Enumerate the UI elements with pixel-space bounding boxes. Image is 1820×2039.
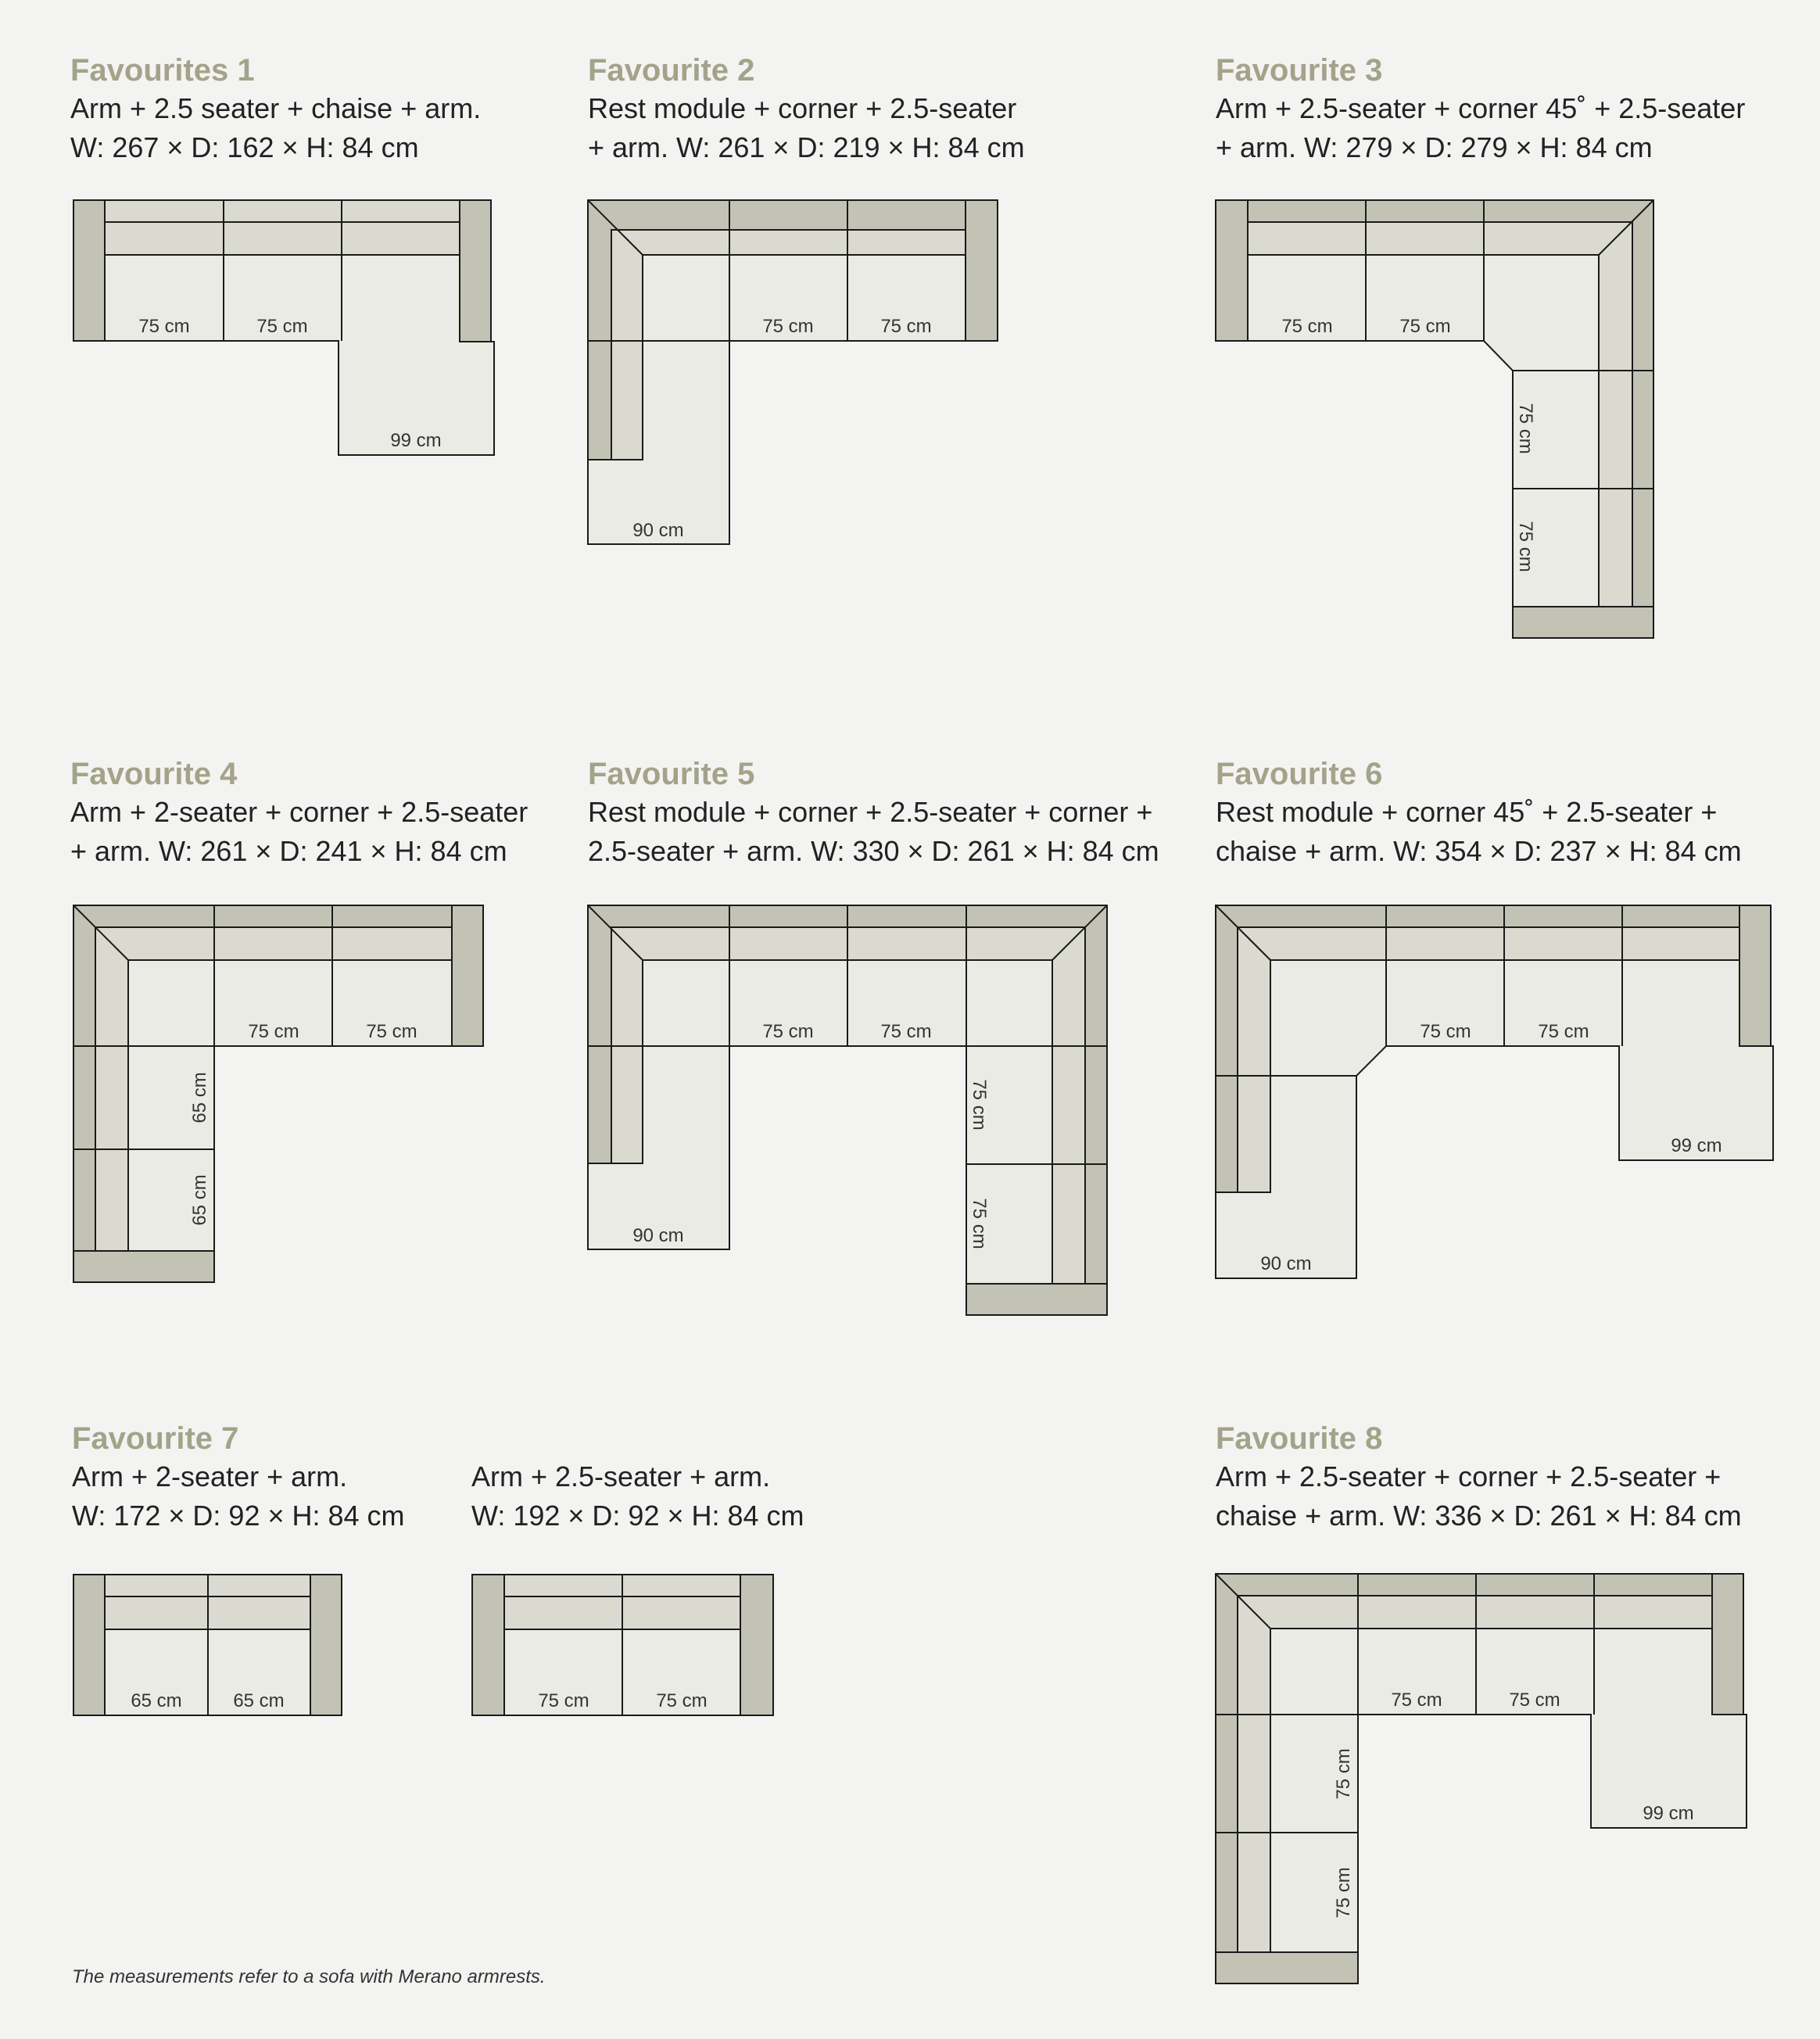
armrest — [1739, 905, 1771, 1046]
backrest — [105, 200, 460, 222]
dimension-label: 75 cm — [1515, 521, 1536, 572]
dimension-label: 75 cm — [880, 1021, 932, 1042]
dimension-label: 75 cm — [1515, 403, 1536, 454]
dimension-label: 75 cm — [1538, 1021, 1589, 1042]
favourite-description: Arm + 2.5-seater + arm. W: 192 × D: 92 × H: 84 cm — [471, 1460, 804, 1532]
dimension-label: 90 cm — [632, 1225, 684, 1246]
dimension-label: 75 cm — [366, 1021, 417, 1042]
seat — [1216, 960, 1773, 1278]
favourite-title: Favourite 8 — [1216, 1421, 1383, 1456]
dimension-label: 90 cm — [632, 520, 684, 541]
armrest — [966, 200, 998, 341]
favourite-title: Favourite 4 — [70, 757, 238, 791]
seat — [128, 960, 452, 1251]
favourite-description: Rest module + corner + 2.5-seater + arm. W: 261 × D: 219 × H: 84 cm — [588, 92, 1025, 163]
dimension-label: 99 cm — [1671, 1135, 1722, 1156]
dimension-label: 75 cm — [762, 1021, 814, 1042]
seat — [588, 255, 966, 544]
dimension-label: 75 cm — [1333, 1748, 1354, 1800]
favourite-description: Arm + 2.5-seater + corner + 2.5-seater + chaise + arm. W: 336 × D: 261 × H: 84 cm — [1216, 1460, 1742, 1532]
dimension-label: 75 cm — [1391, 1690, 1442, 1711]
backrest — [105, 222, 460, 255]
armrest — [1216, 1952, 1358, 1983]
dimension-label: 65 cm — [131, 1690, 182, 1711]
dimension-label: 65 cm — [233, 1690, 285, 1711]
armrest — [452, 905, 483, 1046]
armrest — [1513, 607, 1653, 638]
favourite-title: Favourites 1 — [70, 53, 255, 88]
dimension-label: 75 cm — [969, 1198, 990, 1249]
favourite-description: Arm + 2-seater + corner + 2.5-seater + arm. W: 261 × D: 241 × H: 84 cm — [70, 796, 528, 867]
dimension-label: 75 cm — [1420, 1021, 1471, 1042]
favourite-description: Arm + 2.5-seater + corner 45˚ + 2.5-seater + arm. W: 279 × D: 279 × H: 84 cm — [1216, 92, 1746, 163]
footnote: The measurements refer to a sofa with Merano armrests. — [72, 1966, 546, 1987]
dimension-label: 99 cm — [390, 430, 442, 451]
favourite-title: Favourite 3 — [1216, 53, 1383, 88]
dimension-label: 65 cm — [189, 1174, 210, 1226]
favourite-title: Favourite 7 — [72, 1421, 239, 1456]
armrest — [310, 1575, 342, 1715]
favourite-title: Favourite 2 — [588, 53, 755, 88]
dimension-label: 75 cm — [138, 316, 190, 337]
dimension-label: 75 cm — [656, 1690, 708, 1711]
dimension-label: 99 cm — [1643, 1803, 1694, 1824]
favourite-title: Favourite 5 — [588, 757, 755, 791]
armrest — [73, 200, 105, 341]
dimension-label: 75 cm — [1281, 316, 1333, 337]
armrest — [472, 1575, 504, 1715]
seat — [105, 255, 494, 455]
dimension-label: 75 cm — [1509, 1690, 1560, 1711]
seat — [1248, 255, 1599, 607]
favourite-description: Arm + 2-seater + arm. W: 172 × D: 92 × H: 84 cm — [72, 1460, 405, 1532]
dimension-label: 75 cm — [880, 316, 932, 337]
armrest — [1712, 1574, 1743, 1715]
favourite-title: Favourite 6 — [1216, 757, 1383, 791]
dimension-label: 75 cm — [969, 1079, 990, 1131]
armrest — [73, 1575, 105, 1715]
dimension-label: 90 cm — [1260, 1253, 1312, 1274]
dimension-label: 75 cm — [256, 316, 308, 337]
dimension-label: 75 cm — [1333, 1867, 1354, 1919]
armrest — [73, 1251, 214, 1282]
favourite-description: Arm + 2.5 seater + chaise + arm. W: 267 × D: 162 × H: 84 cm — [70, 92, 482, 163]
favourite-description: Rest module + corner + 2.5-seater + corner + 2.5-seater + arm. W: 330 × D: 261 × H: 84 cm — [588, 796, 1159, 867]
armrest — [740, 1575, 773, 1715]
armrest — [460, 200, 491, 342]
armrest — [966, 1284, 1107, 1315]
dimension-label: 75 cm — [248, 1021, 299, 1042]
dimension-label: 75 cm — [762, 316, 814, 337]
dimension-label: 65 cm — [189, 1072, 210, 1123]
dimension-label: 75 cm — [538, 1690, 589, 1711]
dimension-label: 75 cm — [1399, 316, 1451, 337]
armrest — [1216, 200, 1248, 341]
favourite-description: Rest module + corner 45˚ + 2.5-seater + chaise + arm. W: 354 × D: 237 × H: 84 cm — [1216, 796, 1742, 867]
